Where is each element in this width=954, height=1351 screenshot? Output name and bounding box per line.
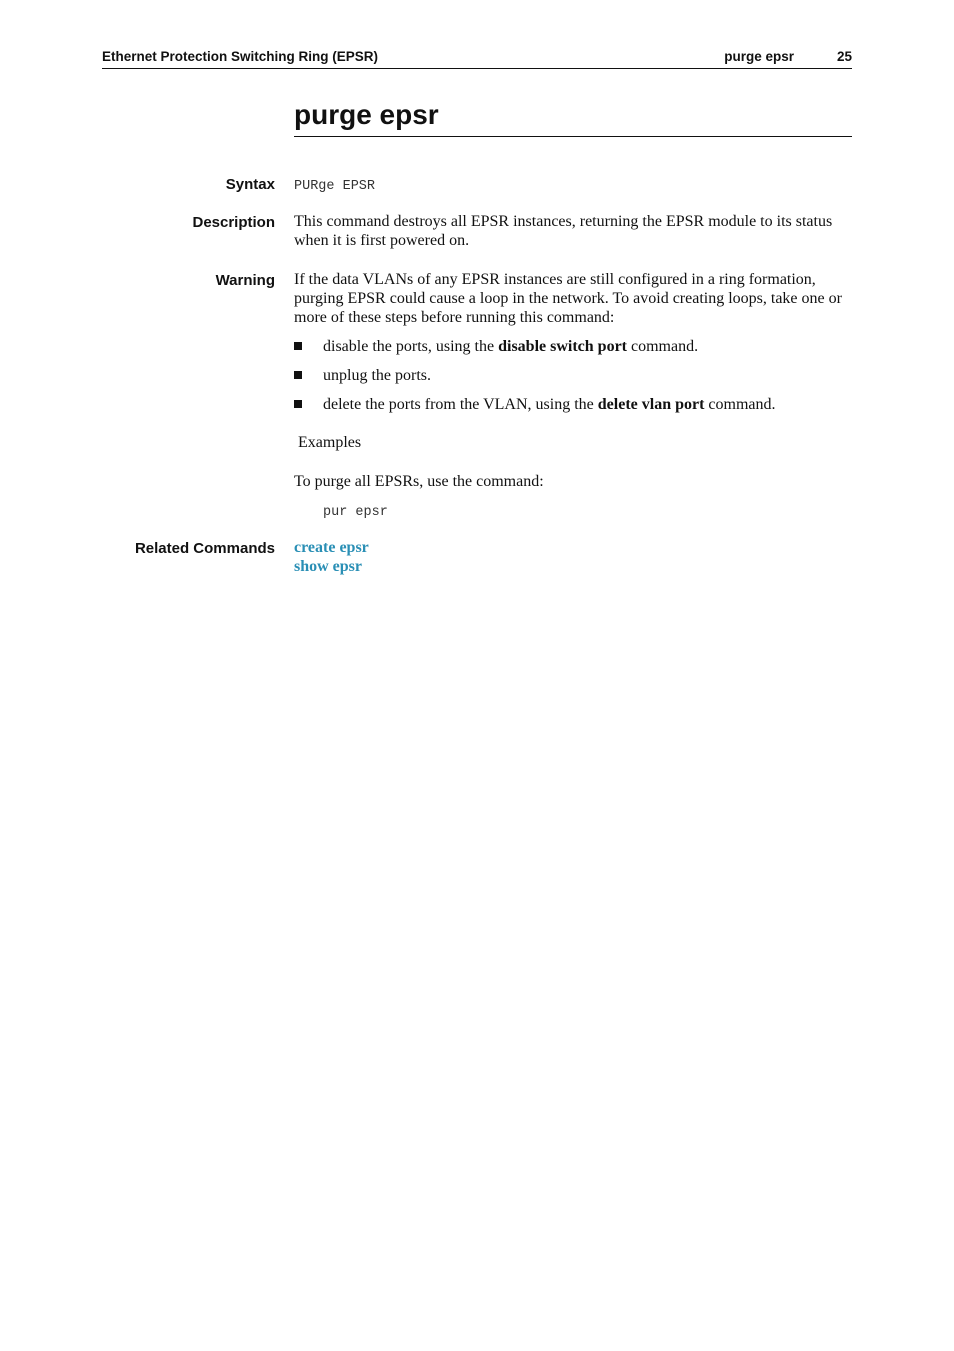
page-header: [102, 48, 852, 69]
examples-intro: To purge all EPSRs, use the command:: [294, 473, 544, 490]
command-reference: disable switch port: [498, 338, 627, 355]
example-code: pur epsr: [323, 505, 388, 520]
command-reference: delete vlan port: [597, 396, 705, 413]
syntax-label: Syntax: [225, 176, 275, 193]
header-command-name: purge epsr: [724, 49, 794, 64]
header-page-number: 25: [836, 49, 852, 64]
description-label: Description: [192, 214, 275, 231]
bullet-square-icon: [294, 400, 302, 408]
link-create-epsr[interactable]: create epsr: [294, 539, 369, 556]
examples-heading: Examples: [298, 434, 362, 451]
related-commands-label: Related Commands: [134, 540, 275, 557]
related-commands-list: [294, 538, 854, 576]
bullet-square-icon: [294, 371, 302, 379]
bullet-square-icon: [294, 342, 302, 350]
warning-text: If the data VLANs of any EPSR instances are still configured in a ring formation, purging EPSR could cause a loop in the network. To avoid creating loops, take one or more of these steps before running this command:: [294, 271, 842, 327]
page-title: purge epsr: [294, 96, 852, 137]
description-text: This command destroys all EPSR instances, returning the EPSR module to its status when it is first powered on.: [294, 213, 833, 250]
header-section-title: Ethernet Protection Switching Ring (EPSR): [102, 49, 379, 64]
warning-label: Warning: [215, 272, 275, 289]
syntax-value: PURge EPSR: [294, 179, 376, 194]
link-show-epsr[interactable]: show epsr: [294, 558, 363, 575]
